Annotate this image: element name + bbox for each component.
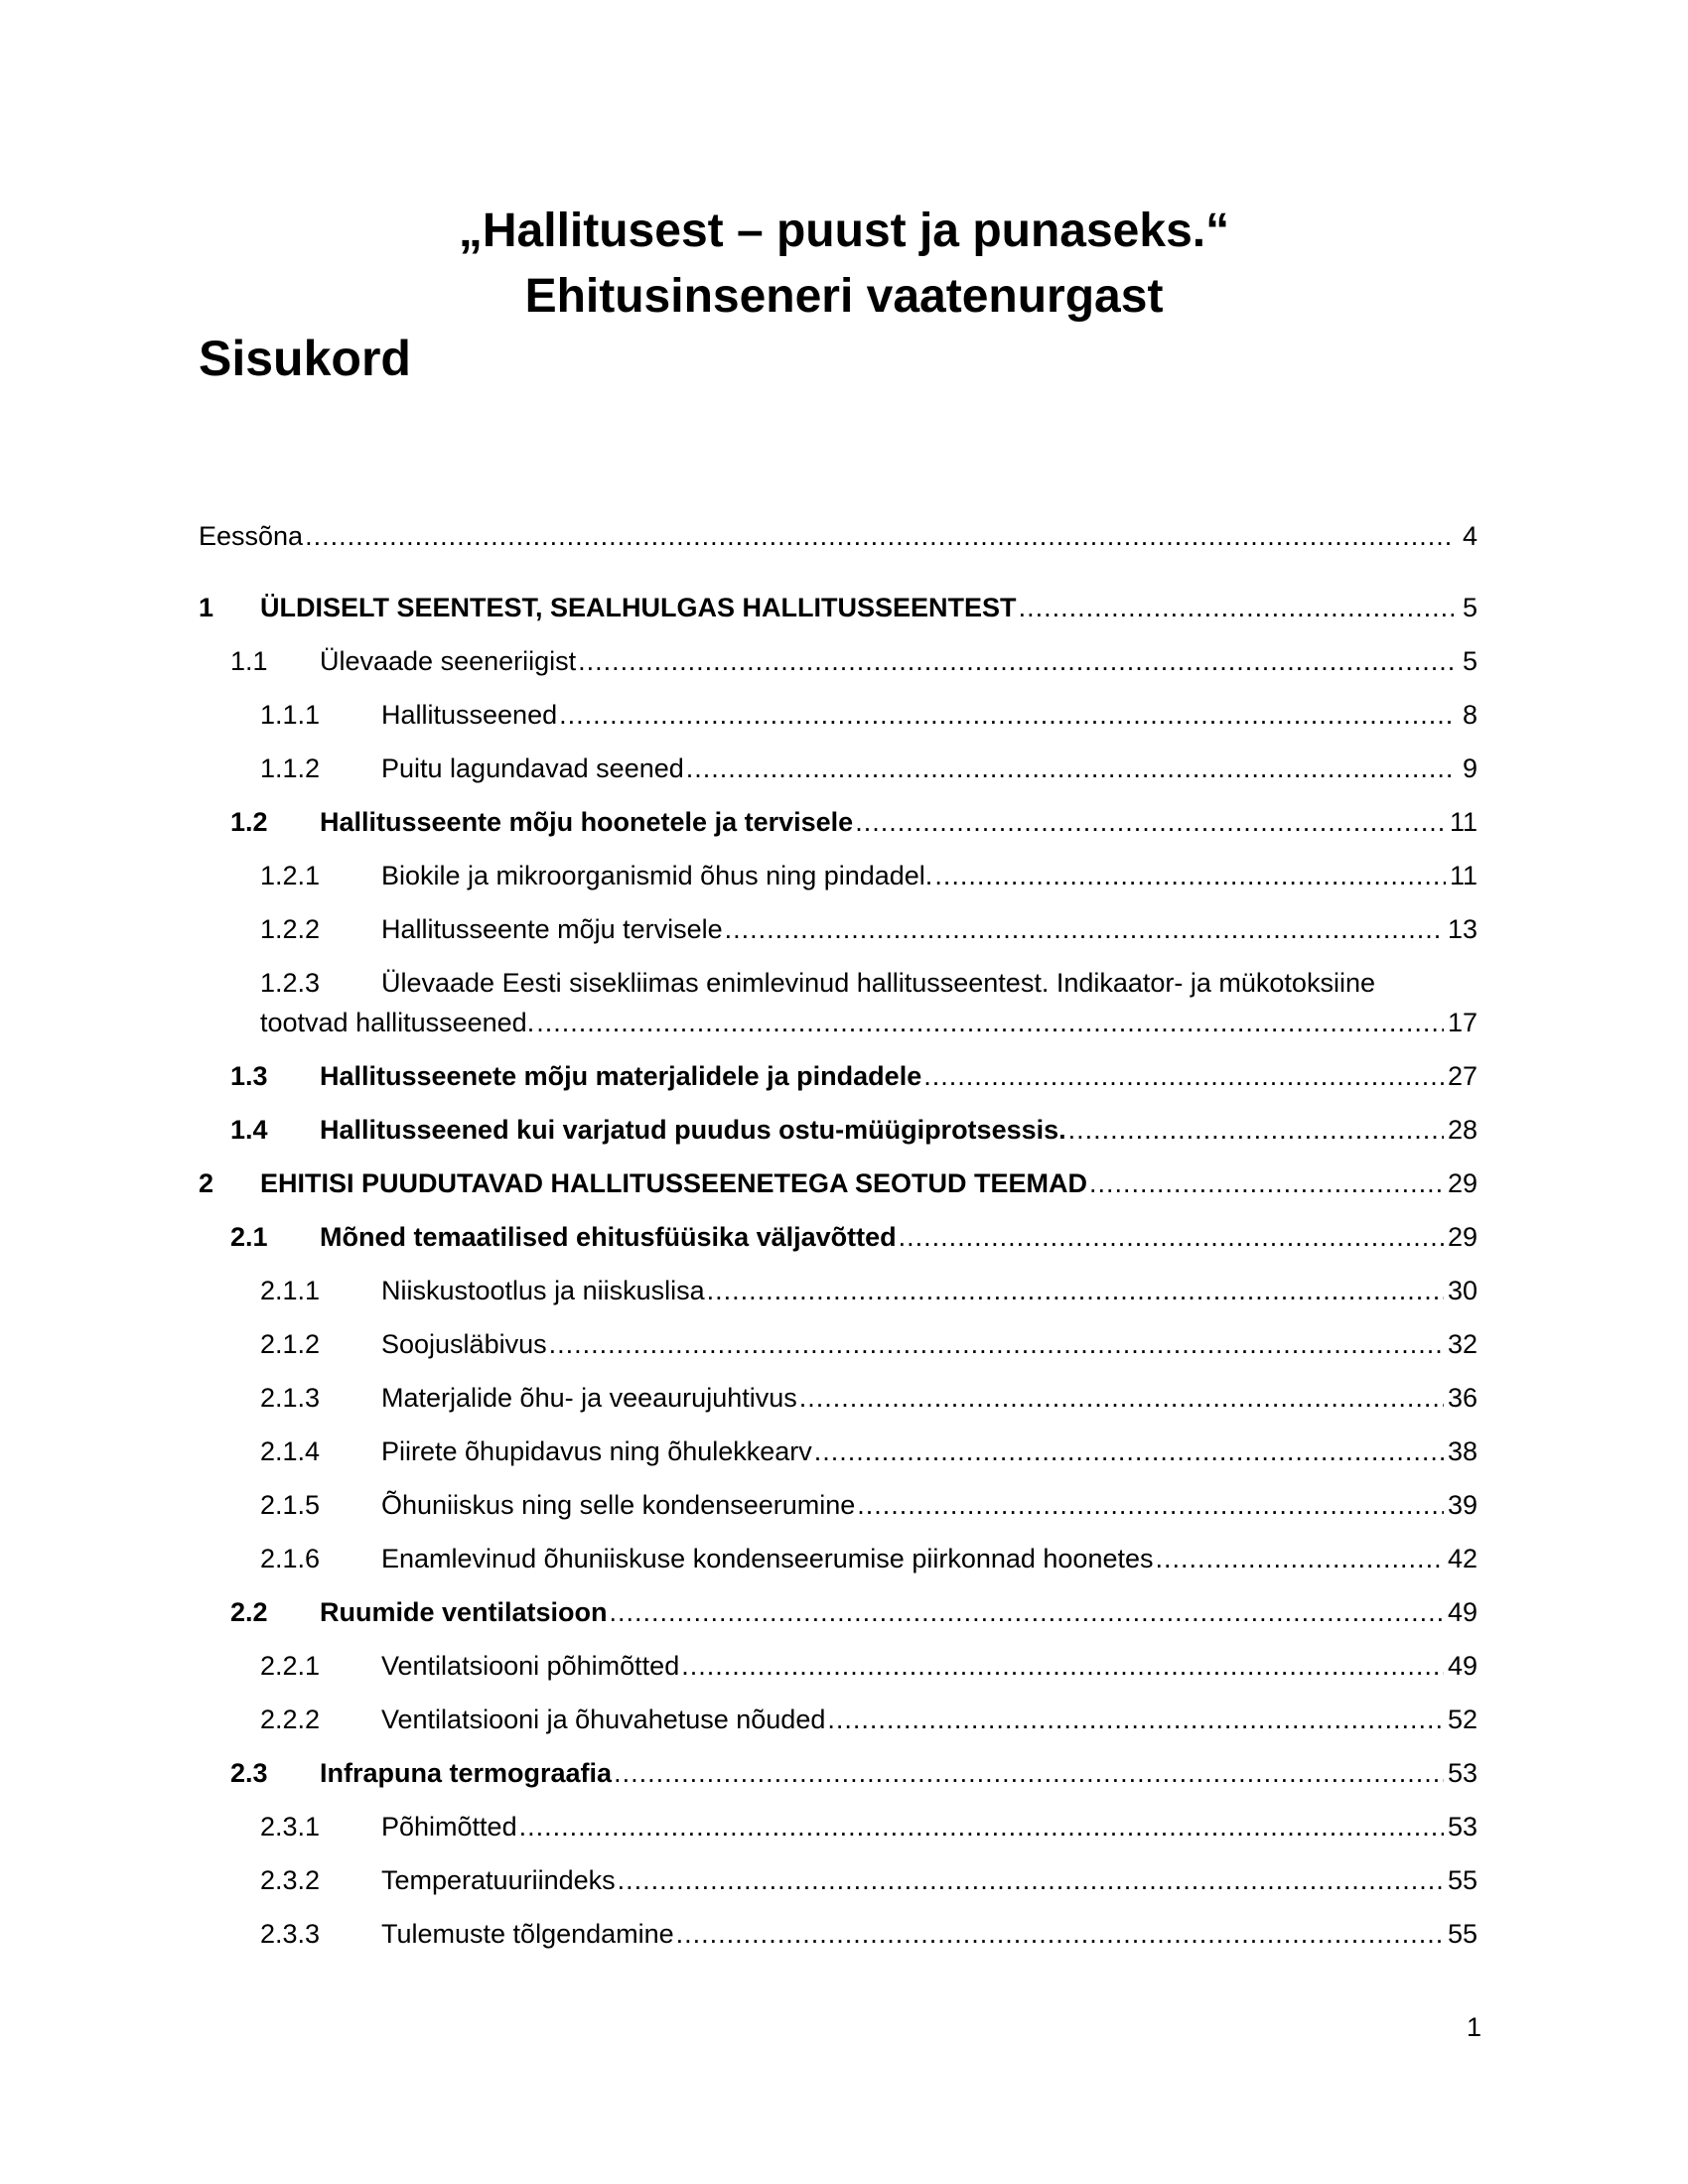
toc-entry[interactable]	[199, 1317, 1477, 1371]
toc-entry-page: 53	[1447, 1812, 1477, 1842]
toc-entry-title: Temperatuuriindeks	[381, 1865, 616, 1895]
toc-entry-page: 30	[1447, 1276, 1477, 1305]
toc-entry-page: 29	[1447, 1222, 1477, 1252]
toc-dot-leader	[814, 1425, 1444, 1478]
toc-entry[interactable]	[199, 581, 1477, 634]
toc-entry[interactable]	[199, 1853, 1477, 1907]
toc-entry-page: 11	[1449, 861, 1477, 890]
toc-dot-leader	[827, 1693, 1444, 1746]
toc-dot-leader	[618, 1853, 1444, 1907]
toc-entry[interactable]	[199, 956, 1477, 1049]
toc-dot-leader	[923, 1049, 1444, 1103]
toc-dot-leader	[305, 509, 1454, 563]
toc-entry[interactable]	[199, 1264, 1477, 1317]
toc-entry-page: 5	[1462, 646, 1477, 676]
toc-entry-page: 38	[1447, 1436, 1477, 1466]
toc-entry-title: EHITISI PUUDUTAVAD HALLITUSSEENETEGA SEOTUD TEEMAD	[260, 1168, 1088, 1198]
document-title-line-2: Ehitusinseneri vaatenurgast	[524, 270, 1164, 323]
toc-entry-number: 1.2.3	[260, 968, 321, 998]
toc-entry-page: 28	[1447, 1115, 1477, 1145]
toc-entry-title: Hallitusseente mõju hoonetele ja tervisele	[320, 807, 854, 837]
toc-entry[interactable]	[199, 1103, 1477, 1157]
toc-entry-page: 49	[1447, 1651, 1477, 1681]
toc-dot-leader	[1156, 1532, 1444, 1585]
toc-dot-leader	[899, 1210, 1444, 1264]
toc-entry-number: 2.1.2	[260, 1329, 321, 1359]
toc-entry-number: 1.4	[230, 1115, 268, 1145]
toc-dot-leader	[934, 849, 1446, 902]
toc-entry-page: 29	[1447, 1168, 1477, 1198]
toc-entry[interactable]	[199, 1693, 1477, 1746]
toc-entry[interactable]	[199, 1907, 1477, 1961]
toc-entry[interactable]	[199, 1157, 1477, 1210]
toc-entry-number: 2.3.2	[260, 1865, 321, 1895]
toc-entry-title: Piirete õhupidavus ning õhulekkearv	[381, 1436, 812, 1466]
toc-entry-number: 1.2	[230, 807, 268, 837]
toc-dot-leader	[686, 742, 1454, 795]
toc-entry-number: 2.3	[230, 1758, 268, 1788]
toc-entry-number: 2.1	[230, 1222, 268, 1252]
toc-entry-number: 2.3.1	[260, 1812, 321, 1842]
toc-entry-number: 1.1.1	[260, 700, 321, 730]
toc-entry-page: 39	[1447, 1490, 1477, 1520]
toc-entry-page: 52	[1447, 1705, 1477, 1734]
toc-entry-title: Hallitusseenete mõju materjalidele ja pindadele	[320, 1061, 922, 1091]
toc-entry-number: 2.2.1	[260, 1651, 321, 1681]
toc-entry-title: Niiskustootlus ja niiskuslisa	[381, 1276, 705, 1305]
toc-entry[interactable]	[199, 1478, 1477, 1532]
toc-entry-number: 2.2.2	[260, 1705, 321, 1734]
toc-entry-page: 53	[1447, 1758, 1477, 1788]
toc-entry-number: 2.1.3	[260, 1383, 321, 1413]
toc-entry-number: 2.1.6	[260, 1544, 321, 1573]
toc-entry-number: 2.1.5	[260, 1490, 321, 1520]
toc-entry-number: 1.2.1	[260, 861, 321, 890]
toc-entry-title: Materjalide õhu- ja veeaurujuhtivus	[381, 1383, 797, 1413]
toc-dot-leader	[559, 688, 1454, 742]
toc-entry[interactable]	[199, 1371, 1477, 1425]
toc-entry[interactable]	[199, 1639, 1477, 1693]
toc-entry-page: 5	[1462, 593, 1477, 622]
toc-entry-number: 1.1.2	[260, 753, 321, 783]
toc-entry-number: 1.2.2	[260, 914, 321, 944]
toc-entry-number: 1.3	[230, 1061, 268, 1091]
toc-entry-page: 17	[1447, 1008, 1477, 1037]
toc-entry-page: 13	[1447, 914, 1477, 944]
toc-entry-page: 42	[1447, 1544, 1477, 1573]
toc-entry-title: Ülevaade Eesti sisekliimas enimlevinud hallitusseentest. Indikaator- ja mükotoksiine	[381, 968, 1375, 998]
toc-dot-leader	[519, 1800, 1444, 1853]
toc-entry-page: 4	[1462, 521, 1477, 551]
toc-dot-leader	[799, 1371, 1444, 1425]
toc-entry-page: 36	[1447, 1383, 1477, 1413]
toc-entry-title: Hallitusseente mõju tervisele	[381, 914, 723, 944]
toc-entry[interactable]	[199, 1425, 1477, 1478]
toc-dot-leader	[681, 1639, 1444, 1693]
toc-entry-title: Eessõna	[199, 521, 304, 551]
toc-entry-title: Põhimõtted	[381, 1812, 517, 1842]
toc-entry-page: 11	[1449, 807, 1477, 837]
toc-entry-title-continued: tootvad hallitusseened.	[260, 1008, 535, 1037]
toc-entry-number: 2	[199, 1168, 214, 1198]
toc-entry-title: Ruumide ventilatsioon	[320, 1597, 608, 1627]
toc-entry[interactable]	[199, 1746, 1477, 1800]
toc-dot-leader	[578, 634, 1454, 688]
toc-entry-title: Hallitusseened kui varjatud puudus ostu-müügiprotsessis.	[320, 1115, 1066, 1145]
table-of-contents	[199, 509, 1477, 1961]
toc-dot-leader	[1068, 1103, 1444, 1157]
toc-entry-title: Soojusläbivus	[381, 1329, 547, 1359]
toc-entry-page: 27	[1447, 1061, 1477, 1091]
toc-entry-number: 2.1.4	[260, 1436, 321, 1466]
toc-entry-number: 1	[199, 593, 214, 622]
toc-entry[interactable]	[199, 1800, 1477, 1853]
toc-dot-leader	[614, 1746, 1444, 1800]
toc-entry-page: 49	[1447, 1597, 1477, 1627]
toc-entry-title: Ülevaade seeneriigist	[320, 646, 577, 676]
toc-heading: Sisukord	[199, 331, 411, 386]
toc-entry[interactable]	[199, 509, 1477, 581]
toc-dot-leader	[855, 795, 1446, 849]
toc-dot-leader	[536, 996, 1444, 1049]
toc-dot-leader	[857, 1478, 1444, 1532]
toc-entry-title: Õhuniiskus ning selle kondenseerumine	[381, 1490, 856, 1520]
toc-entry-title: Tulemuste tõlgendamine	[381, 1919, 674, 1949]
toc-entry[interactable]	[199, 1532, 1477, 1585]
toc-entry-page: 32	[1447, 1329, 1477, 1359]
toc-entry-number: 2.2	[230, 1597, 268, 1627]
toc-entry[interactable]	[199, 849, 1477, 902]
toc-entry-title: Ventilatsiooni põhimõtted	[381, 1651, 680, 1681]
toc-entry-page: 55	[1447, 1919, 1477, 1949]
toc-entry-page: 55	[1447, 1865, 1477, 1895]
toc-entry-page: 9	[1462, 753, 1477, 783]
toc-entry[interactable]	[199, 742, 1477, 795]
toc-dot-leader	[549, 1317, 1444, 1371]
document-title-line-1: „Hallitusest – puust ja punaseks.“	[458, 205, 1230, 257]
toc-entry[interactable]	[199, 1585, 1477, 1639]
toc-entry[interactable]	[199, 1210, 1477, 1264]
toc-entry-title: ÜLDISELT SEENTEST, SEALHULGAS HALLITUSSEENTEST	[260, 593, 1017, 622]
toc-entry[interactable]	[199, 688, 1477, 742]
toc-entry-number: 1.1	[230, 646, 268, 676]
toc-entry-title: Puitu lagundavad seened	[381, 753, 684, 783]
toc-entry[interactable]	[199, 795, 1477, 849]
toc-entry-number: 2.1.1	[260, 1276, 321, 1305]
toc-entry-number: 2.3.3	[260, 1919, 321, 1949]
toc-dot-leader	[1089, 1157, 1444, 1210]
toc-entry[interactable]	[199, 902, 1477, 956]
toc-entry-title: Enamlevinud õhuniiskuse kondenseerumise piirkonnad hoonetes	[381, 1544, 1154, 1573]
toc-dot-leader	[610, 1585, 1444, 1639]
toc-dot-leader	[676, 1907, 1444, 1961]
toc-entry-page: 8	[1462, 700, 1477, 730]
toc-entry-title: Infrapuna termograafia	[320, 1758, 613, 1788]
toc-entry-title: Ventilatsiooni ja õhuvahetuse nõuded	[381, 1705, 826, 1734]
toc-dot-leader	[725, 902, 1444, 956]
toc-entry-title: Biokile ja mikroorganismid õhus ning pindadel.	[381, 861, 933, 890]
toc-dot-leader	[707, 1264, 1444, 1317]
toc-entry[interactable]	[199, 634, 1477, 688]
toc-entry[interactable]	[199, 1049, 1477, 1103]
page-number: 1	[1466, 2012, 1481, 2042]
toc-entry-title: Hallitusseened	[381, 700, 558, 730]
toc-dot-leader	[1019, 581, 1454, 634]
toc-entry-title: Mõned temaatilised ehitusfüüsika väljavõtted	[320, 1222, 897, 1252]
